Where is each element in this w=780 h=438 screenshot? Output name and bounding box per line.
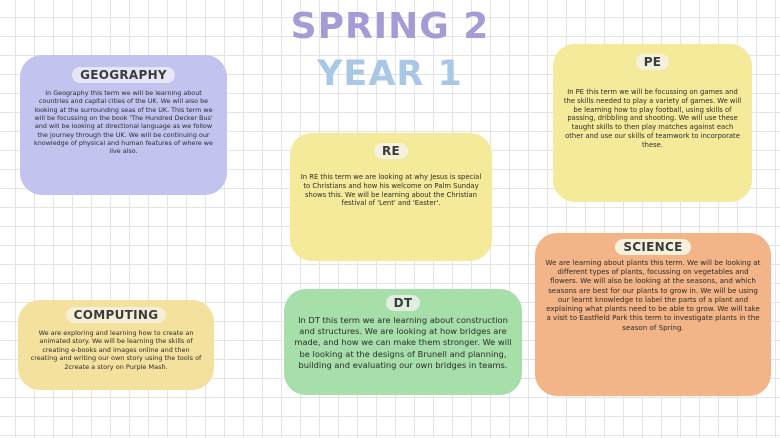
science-card [535, 233, 771, 396]
page-title: SPRING 2 [290, 6, 490, 47]
computing-heading: COMPUTING [66, 307, 167, 323]
geography-heading: GEOGRAPHY [72, 67, 175, 83]
computing-text: We are exploring and learning how to create an animated story. We will be learning the skills of creating e-books and images online and then creating and writing our own story using the tools of 2create a story on Purple Mash. [30, 329, 202, 371]
geography-text: In Geography this term we will be learning about countries and capital cities of the UK. We will also be looking at the surrounding seas of the UK. This term we will be focussing on the book 'The Hundred Decker Bus' and will be looking at directional language as we follow the journey through the UK. We will be continuing our knowledge of physical and human features of where we live also. [34, 89, 213, 156]
page-subtitle: YEAR 1 [317, 54, 463, 94]
geography-card [20, 55, 227, 195]
pe-heading: PE [636, 54, 670, 70]
dt-heading: DT [386, 295, 421, 311]
computing-card [18, 300, 214, 390]
dt-card [284, 289, 522, 395]
science-text: We are learning about plants this term. We will be looking at different types of plants, focussing on vegetables and flowers. We will also be looking at the seasons, and which seasons are best for our plants to grow in. We will be using our learnt knowledge to label the parts of a plant and explaining what plants need to be able to grow. We will take a visit to Eastfield Park this term to investigate plants in the season of Spring. [545, 258, 761, 332]
science-heading: SCIENCE [615, 239, 690, 255]
re-heading: RE [374, 143, 408, 159]
re-card [290, 133, 492, 261]
pe-text: In PE this term we will be focussing on games and the skills needed to play a variety of games. We will be learning how to play football, using skills of passing, dribbling and shooting. We will use these taught skills to then play matches against each other and use our skills of teamwork to incorporate these. [563, 88, 742, 149]
dt-text: In DT this term we are learning about construction and structures. We are looking at how bridges are made, and how we can make them stronger. We will be looking at the designs of Brunell and planning, building and evaluating our own bridges in teams. [294, 315, 512, 370]
pe-card [553, 44, 752, 202]
re-text: In RE this term we are looking at why Jesus is special to Christians and how his welcome on Palm Sunday shows this. We will be learning about the Christian festival of 'Lent' and 'Easter'. [300, 173, 482, 208]
